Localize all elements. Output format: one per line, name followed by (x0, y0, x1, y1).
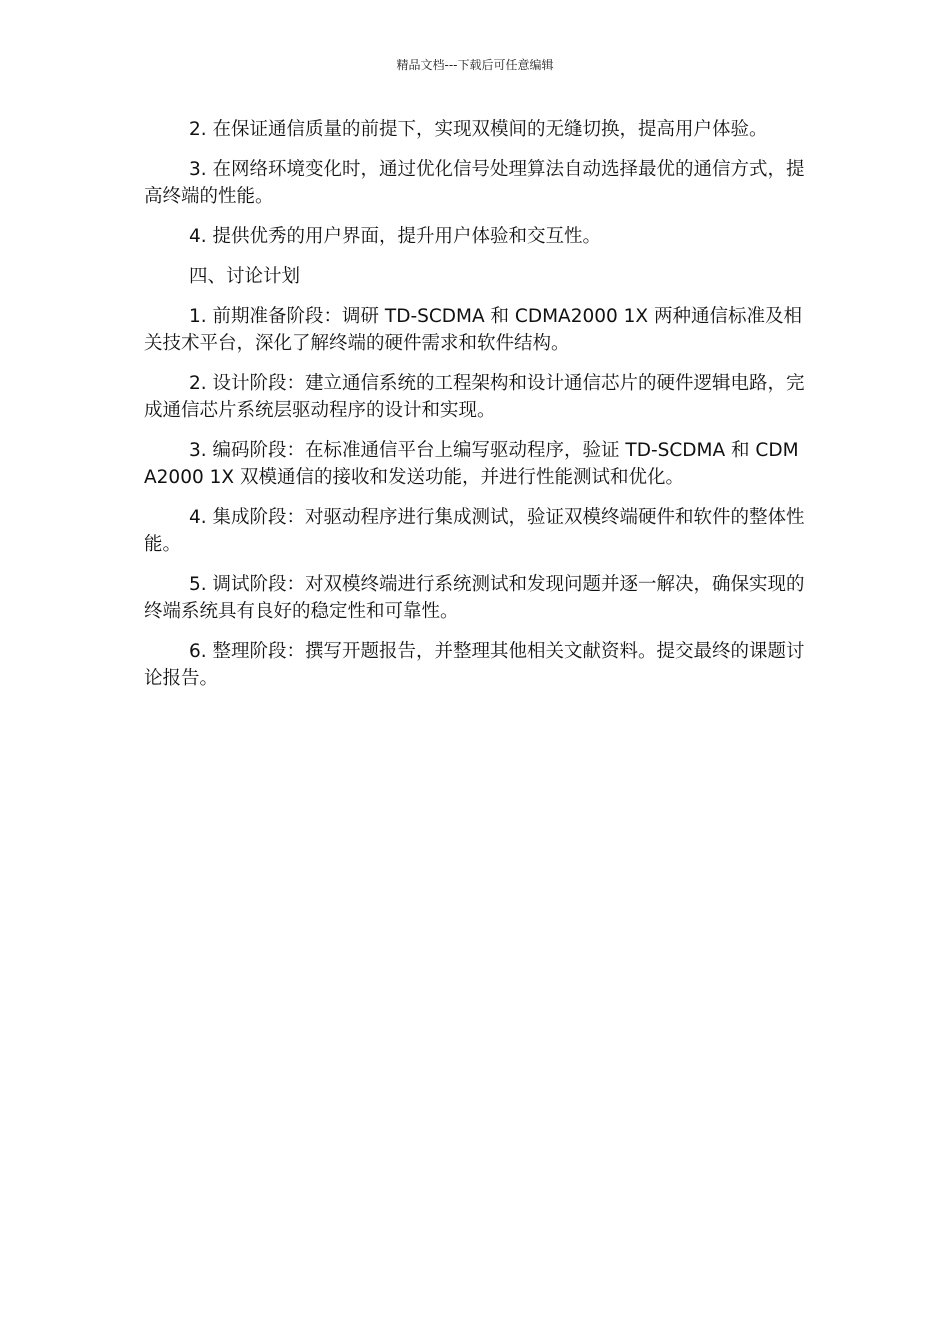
page-header: 精品文档---下载后可任意编辑 (396, 58, 554, 72)
paragraph-plan-6: 6. 整理阶段：撰写开题报告，并整理其他相关文献资料。提交最终的课题讨论报告。 (144, 641, 805, 689)
paragraph-goal-2: 2. 在保证通信质量的前提下，实现双模间的无缝切换，提高用户体验。 (189, 119, 768, 140)
paragraph-plan-2: 2. 设计阶段：建立通信系统的工程架构和设计通信芯片的硬件逻辑电路，完成通信芯片系统层驱动程序的设计和实现。 (144, 373, 805, 421)
document-body (144, 116, 808, 705)
paragraph-goal-3: 3. 在网络环境变化时，通过优化信号处理算法自动选择最优的通信方式，提高终端的性能。 (144, 159, 805, 207)
paragraph-plan-5: 5. 调试阶段：对双模终端进行系统测试和发现问题并逐一解决，确保实现的终端系统具有良好的稳定性和可靠性。 (144, 574, 805, 622)
paragraph-plan-4: 4. 集成阶段：对驱动程序进行集成测试，验证双模终端硬件和软件的整体性能。 (144, 507, 805, 555)
section-heading-plan: 四、讨论计划 (189, 266, 301, 287)
paragraph-plan-3: 3. 编码阶段：在标准通信平台上编写驱动程序，验证 TD-SCDMA 和 CDMA2000 1X 双模通信的接收和发送功能，并进行性能测试和优化。 (144, 440, 799, 488)
paragraph-plan-1: 1. 前期准备阶段：调研 TD-SCDMA 和 CDMA2000 1X 两种通信标准及相关技术平台，深化了解终端的硬件需求和软件结构。 (144, 306, 802, 354)
paragraph-goal-4: 4. 提供优秀的用户界面，提升用户体验和交互性。 (189, 226, 602, 247)
